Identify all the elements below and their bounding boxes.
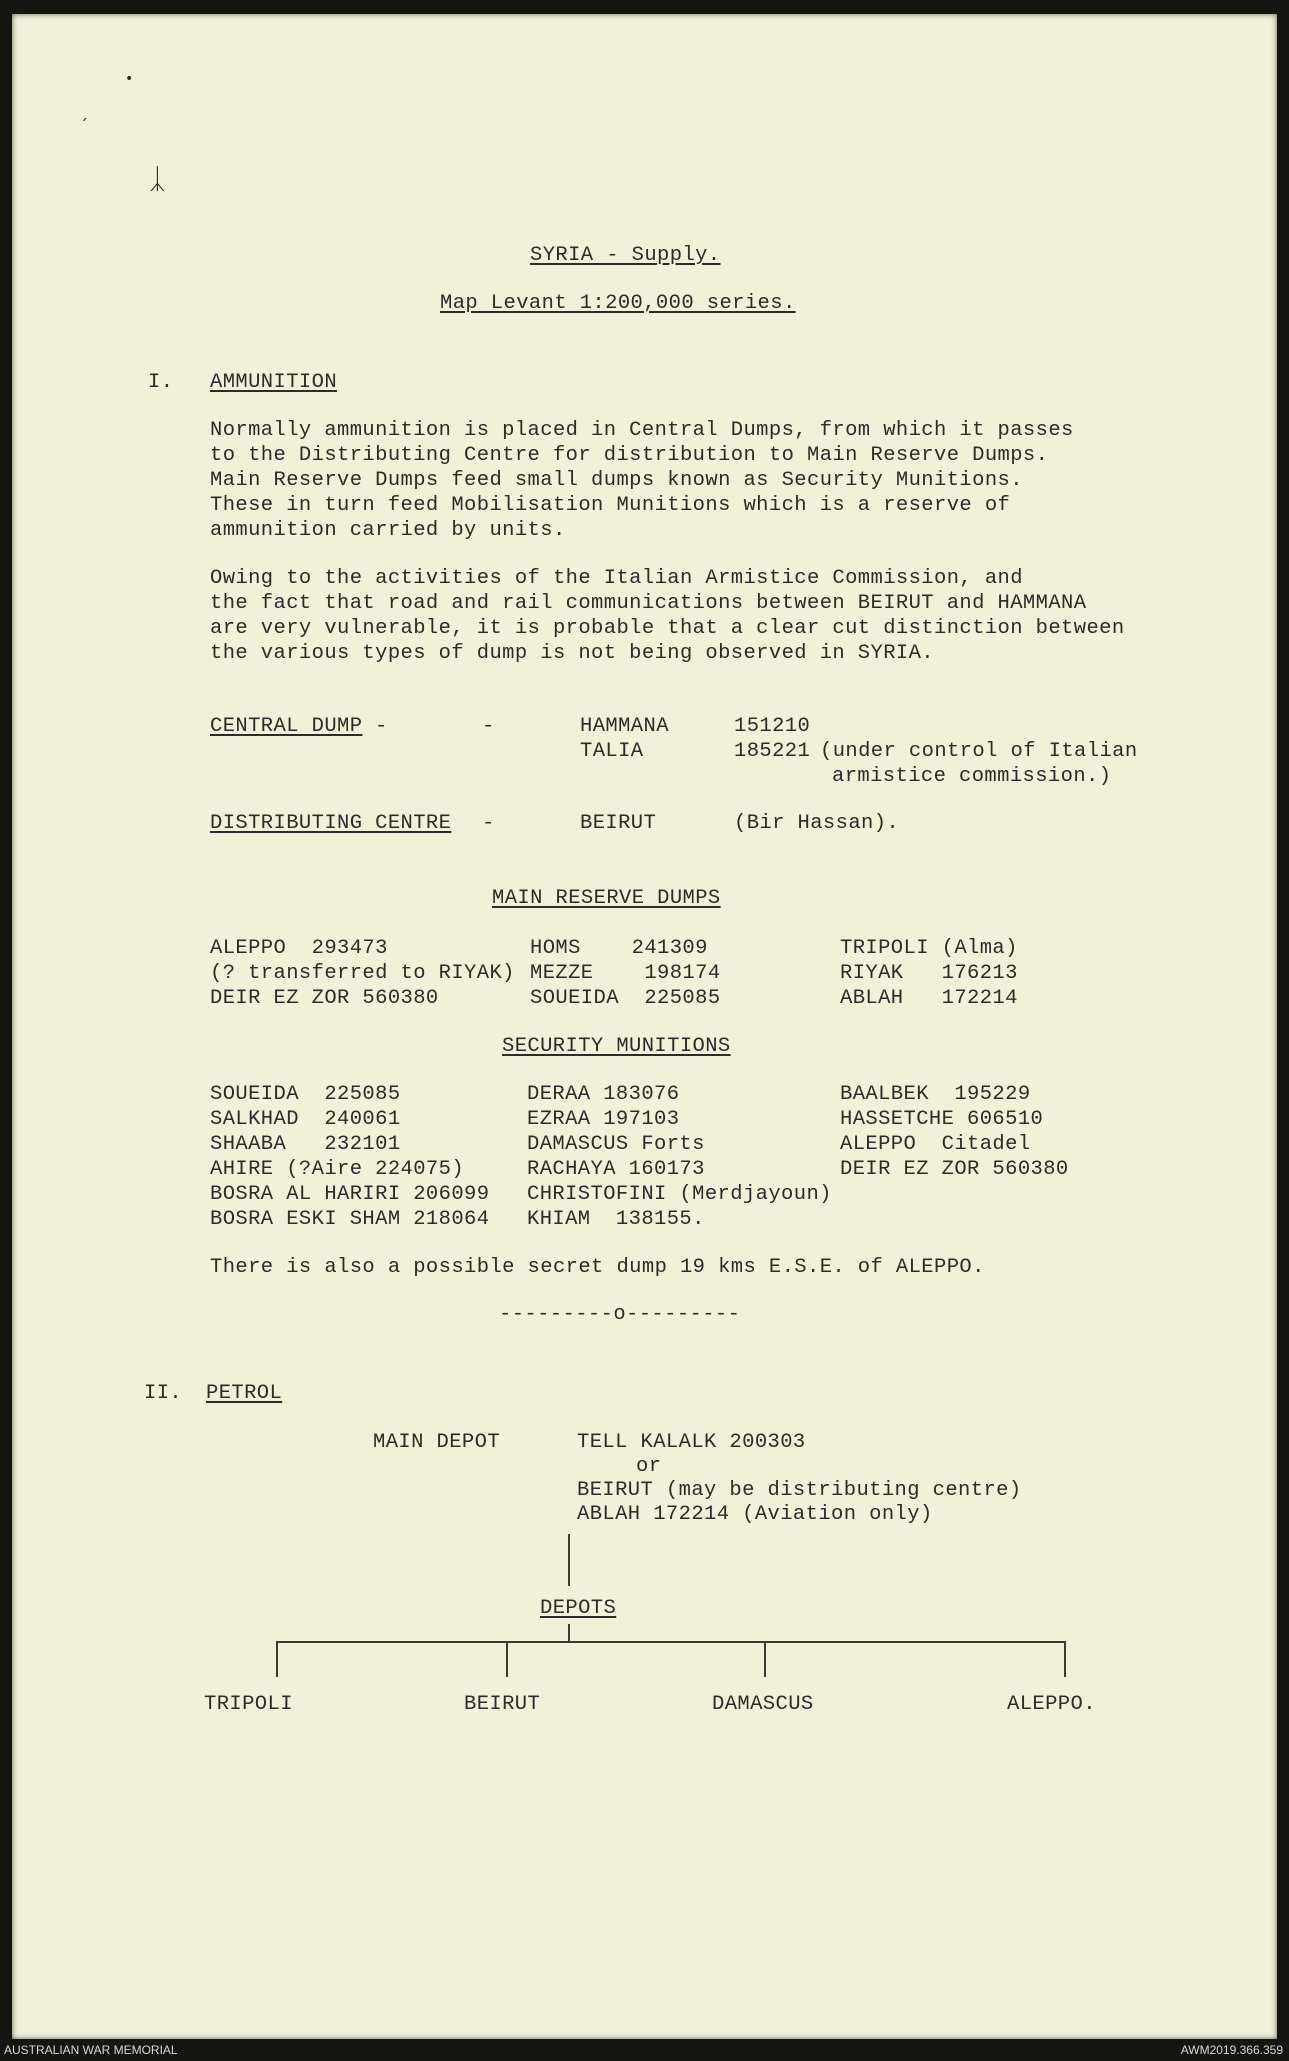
security-item: BOSRA AL HARIRI 206099 xyxy=(210,1183,490,1206)
main-depot-line: ABLAH 172214 (Aviation only) xyxy=(577,1503,933,1526)
central-dump-ref: 185221 xyxy=(734,740,811,763)
central-dump-label: CENTRAL DUMP xyxy=(210,715,363,738)
section-1-heading: AMMUNITION xyxy=(210,371,338,394)
main-depot-line: TELL KALALK 200303 xyxy=(577,1431,806,1454)
depot-tree-branch xyxy=(764,1641,766,1677)
main-depot-line: BEIRUT (may be distributing centre) xyxy=(577,1479,1022,1502)
depot-tree-branch xyxy=(1064,1641,1066,1677)
central-dump-dash: - xyxy=(375,715,388,738)
main-reserve-item: HOMS 241309 xyxy=(530,937,708,960)
para1-line: Main Reserve Dumps feed small dumps known as Security Munitions. xyxy=(210,469,1023,492)
punch-mark: • xyxy=(125,71,134,87)
footer-right: AWM2019.366.359 xyxy=(1180,2043,1283,2057)
para1-line: ammunition carried by units. xyxy=(210,519,566,542)
central-dump-note: (under control of Italian xyxy=(820,740,1138,763)
depot-tripoli: TRIPOLI xyxy=(204,1693,293,1716)
main-reserve-item: ABLAH 172214 xyxy=(840,987,1018,1010)
para2-line: are very vulnerable, it is probable that a clear cut distinction between xyxy=(210,617,1125,640)
para2-line: the fact that road and rail communications between BEIRUT and HAMMANA xyxy=(210,592,1087,615)
security-item: SOUEIDA 225085 xyxy=(210,1083,401,1106)
central-dump-dash: - xyxy=(482,715,495,738)
security-item: KHIAM 138155. xyxy=(527,1208,705,1231)
main-reserve-item: ALEPPO 293473 xyxy=(210,937,388,960)
main-reserve-item: (? transferred to RIYAK) xyxy=(210,962,515,985)
security-item: EZRAA 197103 xyxy=(527,1108,680,1131)
distributing-centre-dash: - xyxy=(482,812,495,835)
main-reserve-item: TRIPOLI (Alma) xyxy=(840,937,1018,960)
security-munitions-heading: SECURITY MUNITIONS xyxy=(502,1035,731,1058)
tick-mark: ˊ xyxy=(80,116,88,135)
central-dump-note: armistice commission.) xyxy=(832,765,1112,788)
para1-line: These in turn feed Mobilisation Munitions which is a reserve of xyxy=(210,494,1011,517)
distributing-centre-label: DISTRIBUTING CENTRE xyxy=(210,812,452,835)
security-item: RACHAYA 160173 xyxy=(527,1158,705,1181)
depot-tree-branch xyxy=(276,1641,278,1677)
depot-damascus: DAMASCUS xyxy=(712,1693,814,1716)
page-title: SYRIA - Supply. xyxy=(530,244,721,267)
depot-tree-stem xyxy=(568,1624,570,1642)
section-1-number: I. xyxy=(148,371,174,394)
page-subtitle: Map Levant 1:200,000 series. xyxy=(440,292,796,315)
depots-label: DEPOTS xyxy=(540,1597,617,1620)
security-item: HASSETCHE 606510 xyxy=(840,1108,1044,1131)
security-item: DAMASCUS Forts xyxy=(527,1133,705,1156)
depot-aleppo: ALEPPO. xyxy=(1007,1693,1096,1716)
section-separator: ---------o--------- xyxy=(499,1303,741,1326)
security-item: ALEPPO Citadel xyxy=(840,1133,1031,1156)
security-item: AHIRE (?Aire 224075) xyxy=(210,1158,465,1181)
distributing-centre-note: (Bir Hassan). xyxy=(734,812,900,835)
document-page xyxy=(12,14,1277,2039)
security-item: SHAABA 232101 xyxy=(210,1133,401,1156)
central-dump-place: HAMMANA xyxy=(580,715,669,738)
security-item: DERAA 183076 xyxy=(527,1083,680,1106)
security-item: BOSRA ESKI SHAM 218064 xyxy=(210,1208,490,1231)
distributing-centre-place: BEIRUT xyxy=(580,812,657,835)
para1-line: to the Distributing Centre for distribution to Main Reserve Dumps. xyxy=(210,444,1049,467)
main-reserve-item: SOUEIDA 225085 xyxy=(530,987,721,1010)
main-depot-line: or xyxy=(636,1455,662,1478)
main-depot-label: MAIN DEPOT xyxy=(373,1431,501,1454)
depot-tree-branch xyxy=(506,1641,508,1677)
main-reserve-item: DEIR EZ ZOR 560380 xyxy=(210,987,439,1010)
para1-line: Normally ammunition is placed in Central Dumps, from which it passes xyxy=(210,419,1074,442)
footer-left: AUSTRALIAN WAR MEMORIAL xyxy=(4,2043,178,2057)
section-2-heading: PETROL xyxy=(206,1382,283,1405)
depot-beirut: BEIRUT xyxy=(464,1693,541,1716)
smudge-mark: ᛣ xyxy=(149,162,166,195)
secret-dump-note: There is also a possible secret dump 19 kms E.S.E. of ALEPPO. xyxy=(210,1256,985,1279)
central-dump-ref: 151210 xyxy=(734,715,811,738)
main-reserve-item: RIYAK 176213 xyxy=(840,962,1018,985)
security-item: CHRISTOFINI (Merdjayoun) xyxy=(527,1183,832,1206)
security-item: DEIR EZ ZOR 560380 xyxy=(840,1158,1069,1181)
central-dump-place: TALIA xyxy=(580,740,644,763)
security-item: SALKHAD 240061 xyxy=(210,1108,401,1131)
section-2-number: II. xyxy=(144,1382,183,1405)
security-item: BAALBEK 195229 xyxy=(840,1083,1031,1106)
depot-tree-trunk xyxy=(568,1534,570,1586)
depot-tree-bar xyxy=(276,1641,1066,1643)
main-reserve-heading: MAIN RESERVE DUMPS xyxy=(492,887,721,910)
para2-line: the various types of dump is not being observed in SYRIA. xyxy=(210,642,935,665)
main-reserve-item: MEZZE 198174 xyxy=(530,962,721,985)
para2-line: Owing to the activities of the Italian Armistice Commission, and xyxy=(210,567,1023,590)
